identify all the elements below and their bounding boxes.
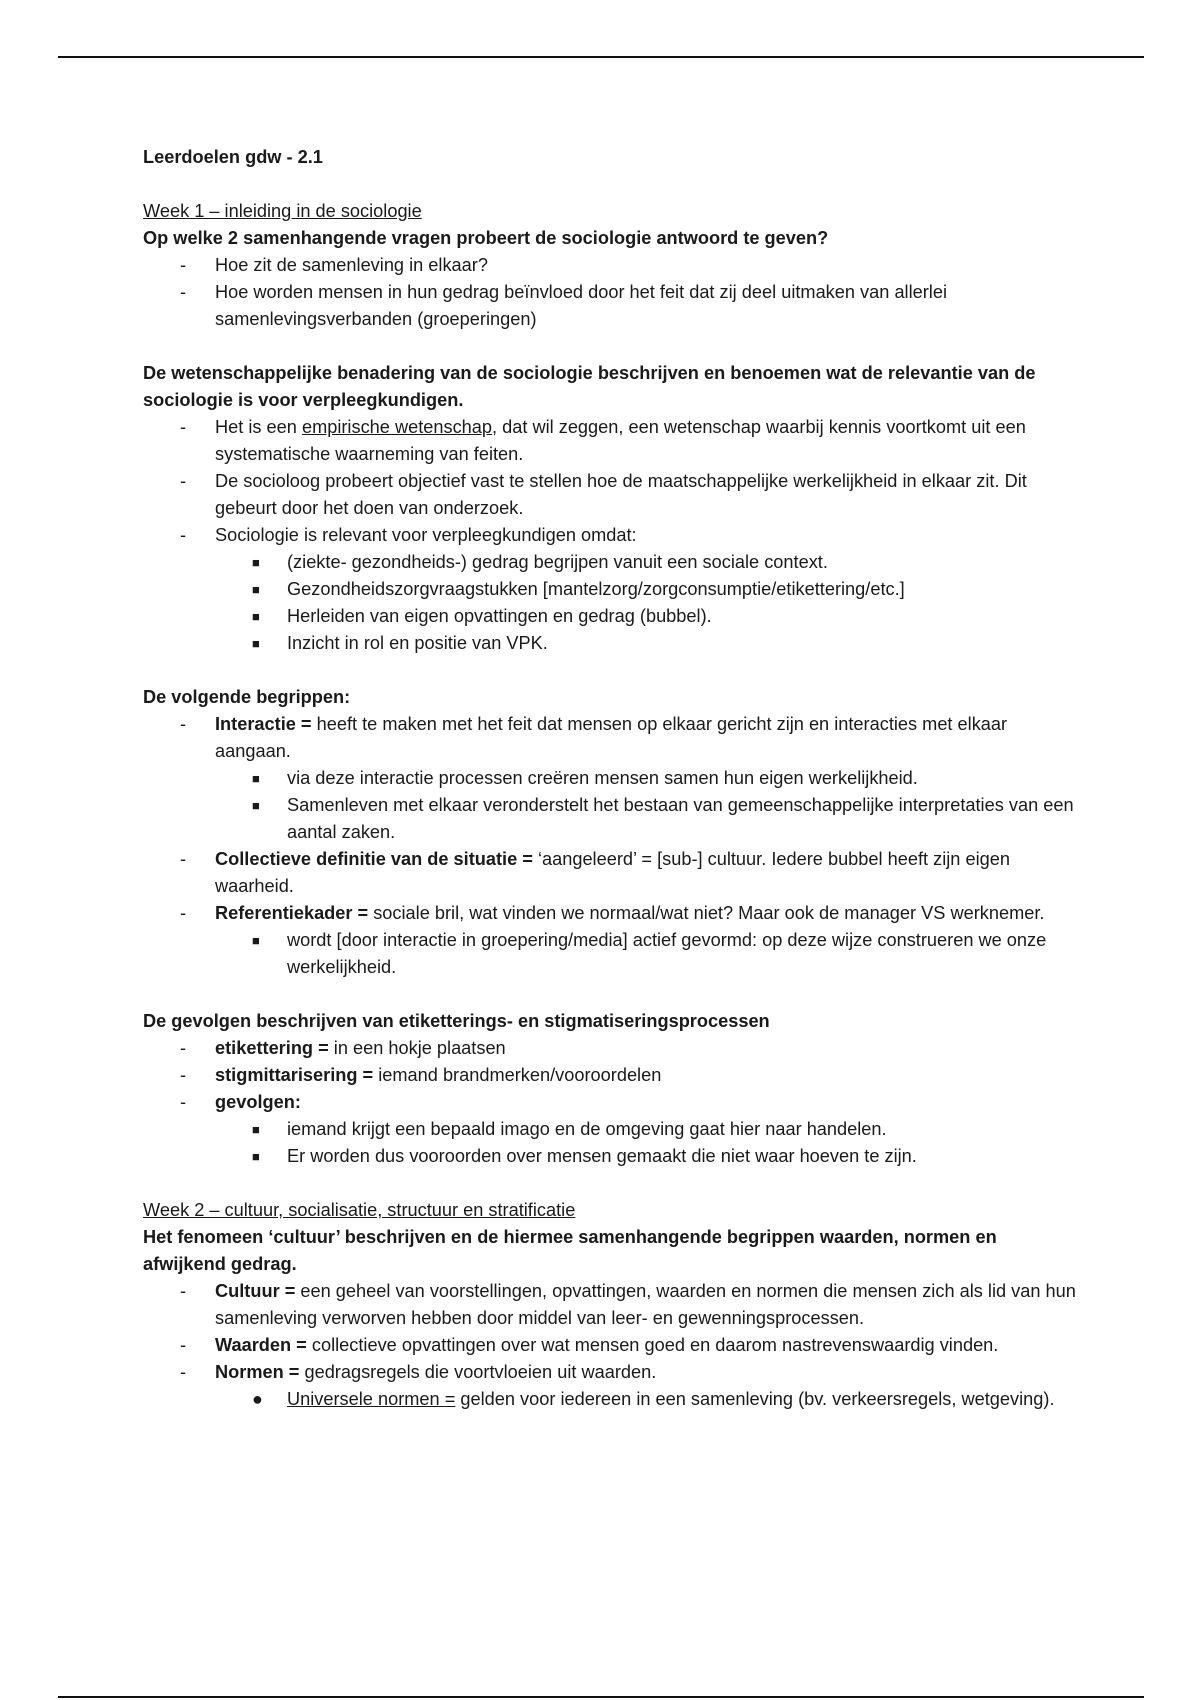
list-item: ■ Er worden dus vooroorden over mensen gemaakt die niet waar hoeven te zijn. xyxy=(215,1143,1083,1170)
list-item: - Sociologie is relevant voor verpleegkundigen omdat: ■ (ziekte- gezondheids-) gedrag begrijpen vanuit een sociale context. ■ Gezondheidszorgvraagstukken [mantelzorg/zorgconsumptie/etikettering/etc.] ■ Herleiden van eigen opvattingen en gedrag (bubbel). ■ Inzicht in rol en positie van VPK. xyxy=(143,522,1083,657)
question-heading: Op welke 2 samenhangende vragen probeert de sociologie antwoord te geven? xyxy=(143,228,829,248)
term: gevolgen: xyxy=(215,1092,301,1112)
term: Referentiekader = xyxy=(215,903,369,923)
dash-bullet-icon: - xyxy=(180,282,187,302)
dash-bullet-icon: - xyxy=(180,471,187,491)
square-bullet-icon: ■ xyxy=(252,1122,260,1137)
underlined-term: empirische wetenschap xyxy=(301,417,493,437)
dash-bullet-icon: - xyxy=(180,1335,187,1355)
list-item: ■ Samenleven met elkaar veronderstelt het bestaan van gemeenschappelijke interpretaties van een aantal zaken. xyxy=(215,792,1083,846)
term: Normen = xyxy=(215,1362,300,1382)
list-item xyxy=(143,1089,1083,1170)
list-item: ■ via deze interactie processen creëren mensen samen hun eigen werkelijkheid. xyxy=(215,765,1083,792)
week-2-heading: Week 2 – cultuur, socialisatie, structuur en stratificatie xyxy=(143,1200,576,1220)
dash-bullet-icon: - xyxy=(180,1038,187,1058)
dash-bullet-icon: - xyxy=(180,714,187,734)
list-item: ● Universele normen = gelden voor iedereen in een samenleving (bv. verkeersregels, wetgeving). xyxy=(215,1386,1083,1413)
dash-bullet-icon: - xyxy=(180,903,187,923)
dash-bullet-icon: - xyxy=(180,1362,187,1382)
round-bullet-icon: ● xyxy=(252,1389,263,1409)
bullet-list xyxy=(143,1278,1083,1413)
list-item: ■ Inzicht in rol en positie van VPK. xyxy=(215,630,1083,657)
square-bullet-icon: ■ xyxy=(252,555,260,570)
question-heading: De volgende begrippen: xyxy=(143,687,351,707)
document-title: Leerdoelen gdw - 2.1 xyxy=(143,147,323,167)
list-item: - Normen = gedragsregels die voortvloeien uit waarden. ● Universele normen = gelden voor iedereen in een samenleving (bv. verkeersregels, wetgeving). xyxy=(143,1359,1083,1413)
square-bullet-icon: ■ xyxy=(252,609,260,624)
list-item: ■ (ziekte- gezondheids-) gedrag begrijpen vanuit een sociale context. xyxy=(215,549,1083,576)
list-item: - Hoe zit de samenleving in elkaar? xyxy=(143,252,1083,279)
square-bullet-icon: ■ xyxy=(252,933,260,948)
dash-bullet-icon: - xyxy=(180,255,187,275)
list-item: - stigmittarisering = iemand brandmerken/vooroordelen xyxy=(143,1062,1083,1089)
list-item: - Waarden = collectieve opvattingen over wat mensen goed en daarom nastrevenswaardig vinden. xyxy=(143,1332,1083,1359)
top-rule xyxy=(58,56,1144,58)
sub-bullet-list xyxy=(215,927,1083,981)
dash-bullet-icon: - xyxy=(180,1281,187,1301)
square-bullet-icon: ■ xyxy=(252,1149,260,1164)
list-item: - Cultuur = een geheel van voorstellingen, opvattingen, waarden en normen die mensen zich als lid van hun samenleving verworven hebben door middel van leer- en gewenningsprocessen. xyxy=(143,1278,1083,1332)
term: Collectieve definitie van de situatie = xyxy=(215,849,533,869)
term: Interactie = xyxy=(215,714,312,734)
list-item: - De socioloog probeert objectief vast te stellen hoe de maatschappelijke werkelijkheid in elkaar zit. Dit gebeurt door het doen van onderzoek. xyxy=(143,468,1083,522)
square-bullet-icon: ■ xyxy=(252,798,260,813)
dash-bullet-icon: - xyxy=(180,525,187,545)
bullet-list xyxy=(143,711,1083,981)
week-1-heading: Week 1 – inleiding in de sociologie xyxy=(143,201,422,221)
list-item: - Referentiekader = sociale bril, wat vinden we normaal/wat niet? Maar ook de manager VS werknemer. ■ wordt [door interactie in groepering/media] actief gevormd: op deze wijze construeren we onze werkelijkheid. xyxy=(143,900,1083,981)
bottom-rule xyxy=(58,1696,1144,1698)
list-item: - Collectieve definitie van de situatie = ‘aangeleerd’ = [sub-] cultuur. Iedere bubbel heeft zijn eigen waarheid. xyxy=(143,846,1083,900)
square-bullet-icon: ■ xyxy=(252,771,260,786)
list-item: - etikettering = in een hokje plaatsen xyxy=(143,1035,1083,1062)
underlined-term: Universele normen = xyxy=(287,1389,456,1409)
sub-bullet-list xyxy=(215,1116,1083,1170)
list-item: - Het is een empirische wetenschap, dat wil zeggen, een wetenschap waarbij kennis voortkomt uit een systematische waarneming van feiten. xyxy=(143,414,1083,468)
dash-bullet-icon: - xyxy=(180,849,187,869)
sub-bullet-list xyxy=(215,549,1083,657)
list-item: - Hoe worden mensen in hun gedrag beïnvloed door het feit dat zij deel uitmaken van allerlei samenlevingsverbanden (groeperingen) xyxy=(143,279,1083,333)
bullet-list xyxy=(143,414,1083,657)
list-item: ■ Herleiden van eigen opvattingen en gedrag (bubbel). xyxy=(215,603,1083,630)
question-heading: De wetenschappelijke benadering van de sociologie beschrijven en benoemen wat de relevantie van de sociologie is voor verpleegkundigen. xyxy=(143,363,1036,410)
sub-bullet-list xyxy=(215,765,1083,846)
square-bullet-icon: ■ xyxy=(252,582,260,597)
term: Cultuur = xyxy=(215,1281,296,1301)
question-heading: Het fenomeen ‘cultuur’ beschrijven en de hiermee samenhangende begrippen waarden, normen en afwijkend gedrag. xyxy=(143,1227,997,1274)
list-item: ■ iemand krijgt een bepaald imago en de omgeving gaat hier naar handelen. xyxy=(215,1116,1083,1143)
question-heading: De gevolgen beschrijven van etiketterings- en stigmatiseringsprocessen xyxy=(143,1011,770,1031)
term: Waarden = xyxy=(215,1335,307,1355)
bullet-list xyxy=(143,1035,1083,1170)
list-item: ■ wordt [door interactie in groepering/media] actief gevormd: op deze wijze construeren we onze werkelijkheid. xyxy=(215,927,1083,981)
document-body xyxy=(143,144,1083,1413)
list-item: - Interactie = heeft te maken met het feit dat mensen op elkaar gericht zijn en interacties met elkaar aangaan. ■ via deze interactie processen creëren mensen samen hun eigen werkelijkheid. ■ Samenleven met elkaar veronderstelt het bestaan van gemeenschappelijke interpretaties van een aantal zaken. xyxy=(143,711,1083,846)
list-item: ■ Gezondheidszorgvraagstukken [mantelzorg/zorgconsumptie/etikettering/etc.] xyxy=(215,576,1083,603)
square-bullet-icon: ■ xyxy=(252,636,260,651)
bullet-list xyxy=(143,252,1083,333)
term: etikettering = xyxy=(215,1038,329,1058)
dash-bullet-icon: - xyxy=(180,1092,187,1112)
term: stigmittarisering = xyxy=(215,1065,374,1085)
dash-bullet-icon: - xyxy=(180,417,187,437)
dash-bullet-icon: - xyxy=(180,1065,187,1085)
sub-bullet-list xyxy=(215,1386,1083,1413)
